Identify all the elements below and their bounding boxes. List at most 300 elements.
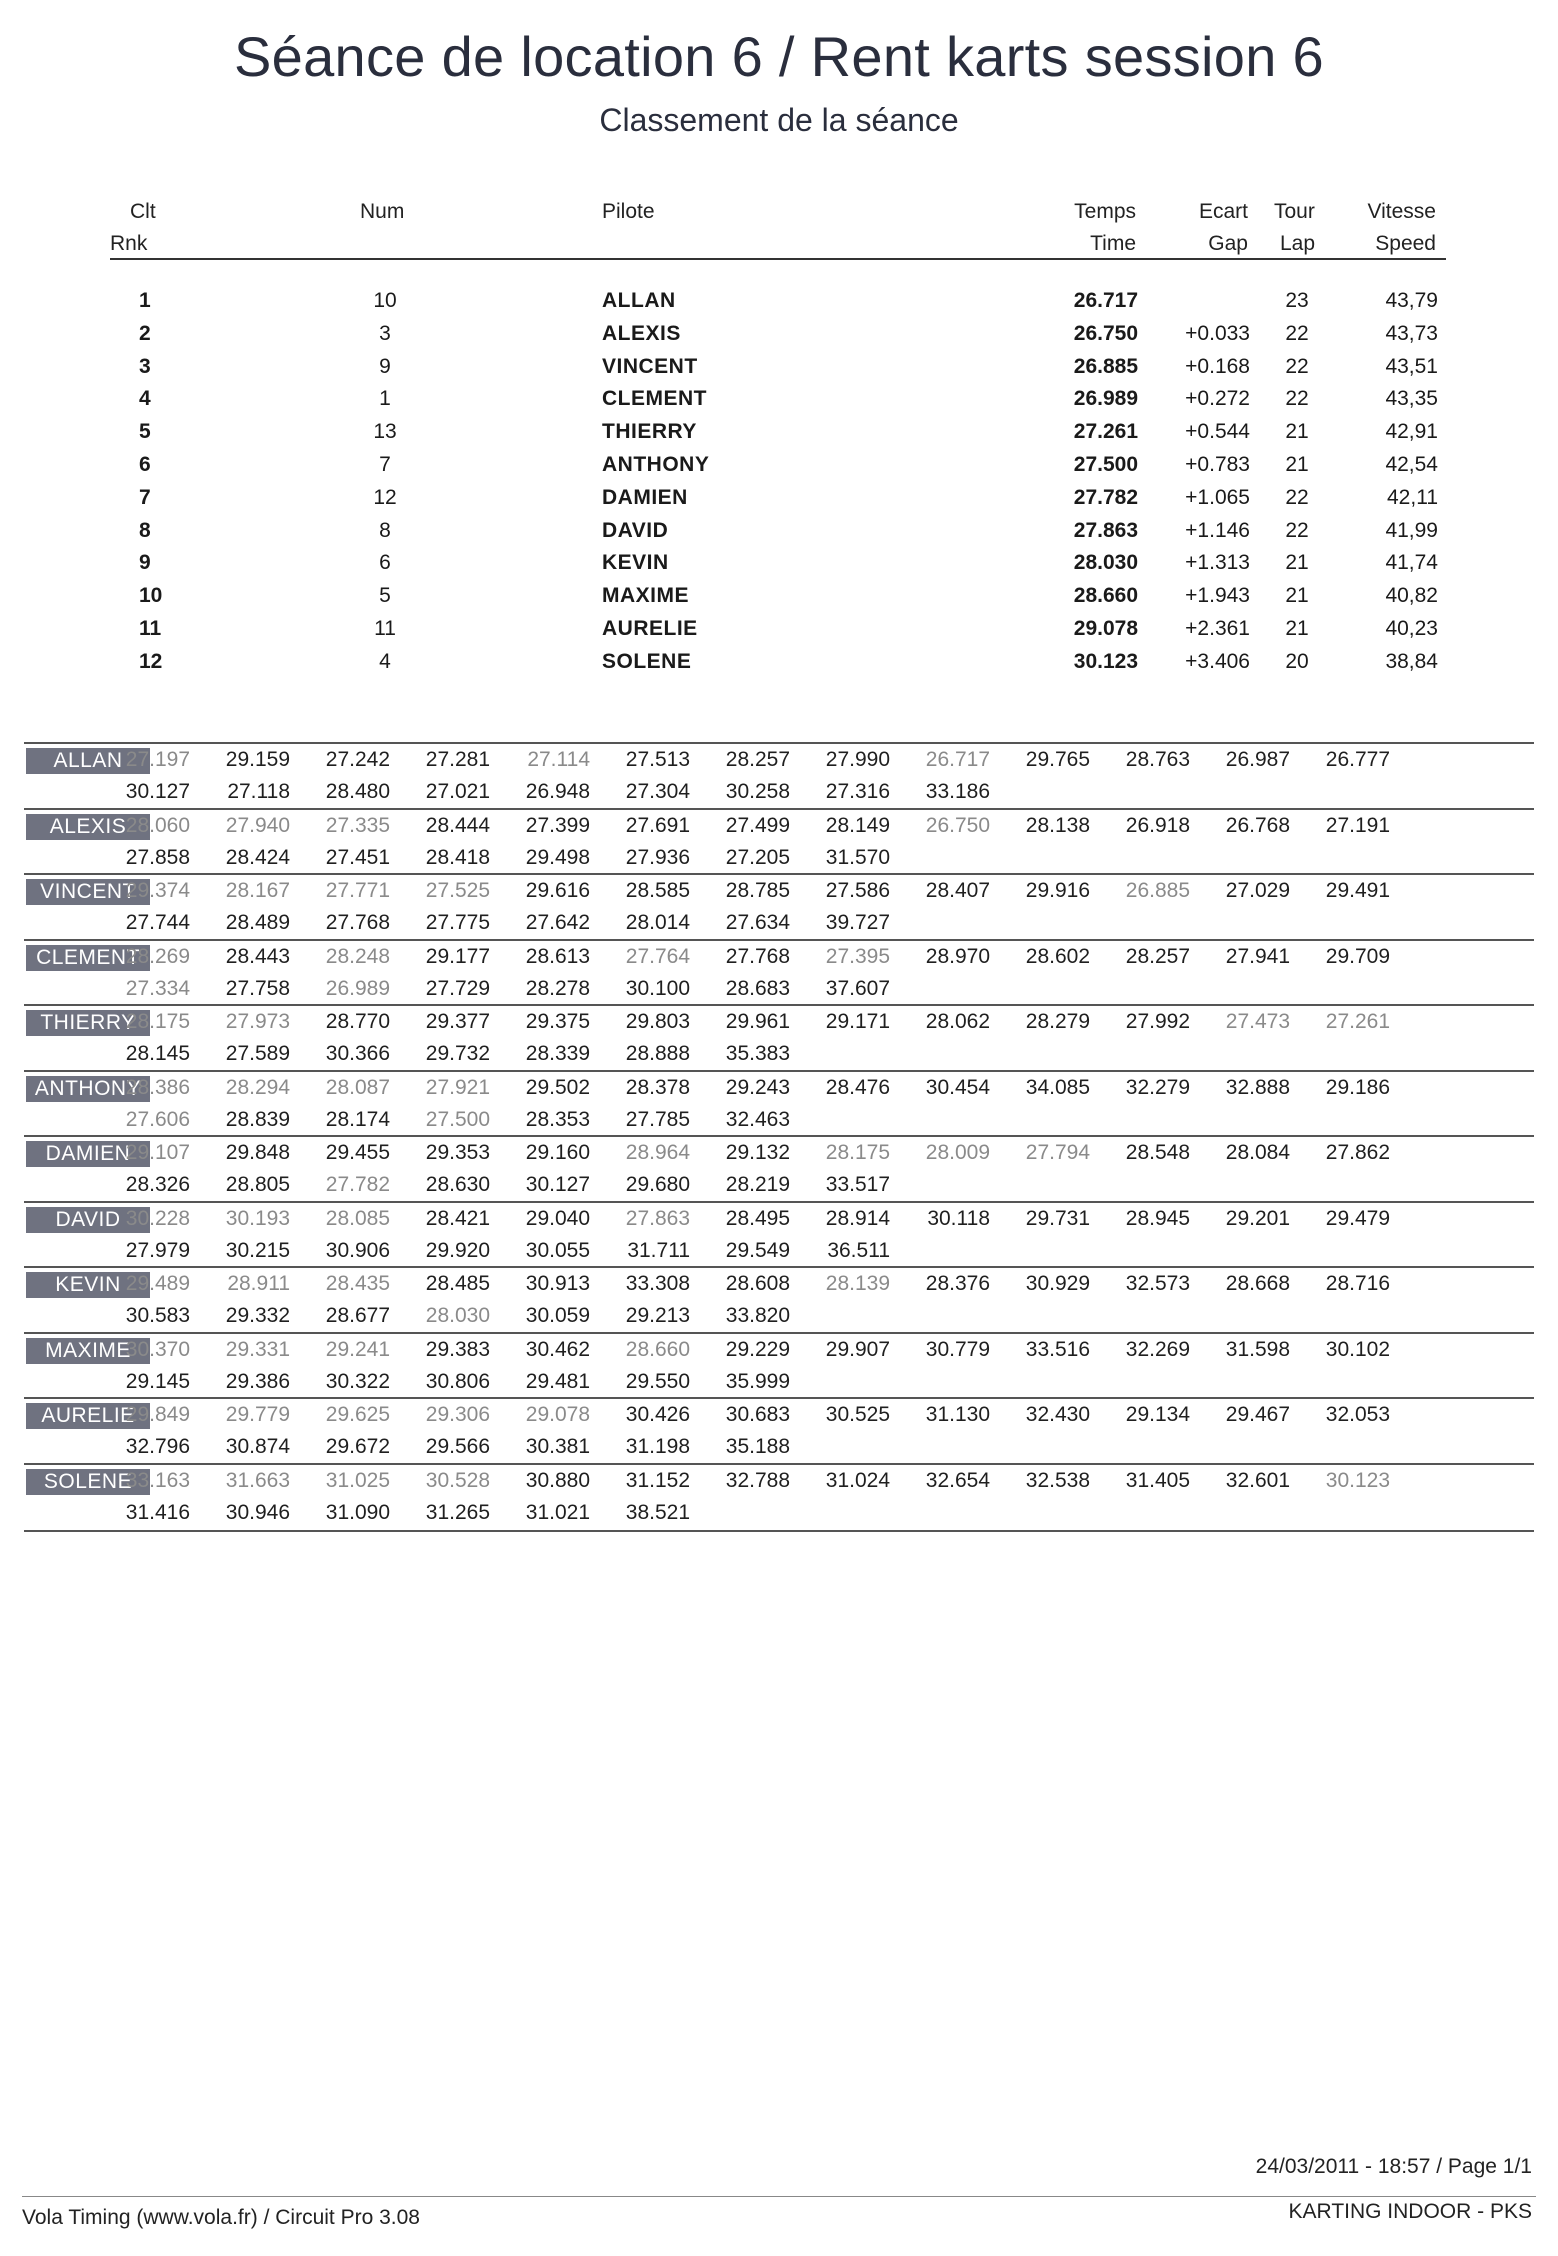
lap-time: 29.241: [325, 1337, 390, 1361]
lap-time: 26.987: [1225, 748, 1290, 771]
lap-time: 30.683: [725, 1403, 790, 1426]
lap-time: 29.229: [725, 1337, 790, 1361]
lap-time: 26.989: [325, 976, 390, 1000]
driver-badge: ALEXIS: [26, 814, 150, 840]
lap-time: 28.407: [925, 879, 990, 902]
lap-time: 30.806: [425, 1369, 490, 1393]
lap-time: 27.021: [425, 780, 490, 803]
lap-time: 28.278: [525, 976, 590, 1000]
ranking-row: [0, 481, 1558, 514]
lap-time: 33.308: [625, 1272, 690, 1295]
lap-time: 29.616: [525, 879, 590, 902]
lap-time: 27.992: [1125, 1010, 1190, 1033]
lap-time: 29.680: [625, 1173, 690, 1196]
lap-time: 28.805: [225, 1173, 290, 1196]
lap-time: 28.421: [425, 1206, 490, 1230]
lap-time: 29.160: [525, 1141, 590, 1164]
lap-time: 29.907: [825, 1337, 890, 1361]
lap-time: 28.630: [425, 1173, 490, 1196]
lap-block: [24, 1332, 1534, 1399]
lap-block: [24, 1004, 1534, 1071]
ranking-rank: 12: [139, 649, 163, 673]
lap-time: 29.177: [425, 944, 490, 968]
lap-time: 27.771: [325, 879, 390, 902]
ranking-lap: 22: [1285, 485, 1309, 509]
ranking-num: 4: [379, 649, 391, 673]
lap-time: 29.491: [1325, 879, 1390, 902]
lap-time: 27.990: [825, 748, 890, 771]
lap-time: 30.880: [525, 1468, 590, 1492]
lap-time: 29.201: [1225, 1206, 1290, 1230]
lap-time: 27.863: [625, 1206, 690, 1230]
col-clt: Clt: [130, 200, 156, 223]
lap-time: 27.691: [625, 813, 690, 837]
lap-time: 30.913: [525, 1272, 590, 1295]
lap-time: 30.462: [525, 1337, 590, 1361]
lap-time: 28.060: [125, 813, 190, 837]
driver-badge: ALLAN: [26, 748, 150, 774]
lap-time: 30.100: [625, 976, 690, 1000]
ranking-header: [110, 196, 1446, 260]
lap-time: 27.785: [625, 1107, 690, 1131]
lap-time: 29.171: [825, 1010, 890, 1033]
ranking-time: 26.885: [1073, 354, 1138, 378]
lap-time: 27.118: [227, 780, 290, 803]
ranking-num: 1: [379, 387, 391, 411]
ranking-speed: 43,79: [1385, 289, 1438, 312]
ranking-name: ANTHONY: [602, 453, 710, 476]
lap-time: 27.979: [125, 1238, 190, 1262]
ranking-num: 6: [379, 551, 391, 575]
col-vitesse: Vitesse: [1367, 200, 1436, 223]
lap-time: 29.709: [1325, 944, 1390, 968]
lap-time: 28.914: [825, 1206, 890, 1230]
lap-time: 29.134: [1125, 1403, 1190, 1426]
lap-time: 28.435: [325, 1272, 390, 1295]
lap-time: 30.906: [325, 1238, 390, 1262]
lap-time: 30.426: [625, 1403, 690, 1426]
footer-software: Vola Timing (www.vola.fr) / Circuit Pro 3.08: [22, 2206, 420, 2229]
lap-time: 27.862: [1325, 1141, 1390, 1164]
ranking-gap: +0.544: [1185, 420, 1250, 444]
lap-time: 29.145: [125, 1369, 190, 1393]
lap-time: 27.768: [325, 911, 390, 934]
lap-time: 27.606: [125, 1107, 190, 1131]
ranking-gap: +0.272: [1185, 387, 1250, 411]
ranking-speed: 42,91: [1385, 420, 1438, 444]
lap-time: 28.608: [725, 1272, 790, 1295]
ranking-num: 10: [373, 289, 397, 312]
lap-time: 28.668: [1225, 1272, 1290, 1295]
ranking-time: 29.078: [1073, 617, 1138, 640]
lap-time: 28.175: [125, 1010, 190, 1033]
lap-time: 26.885: [1125, 879, 1190, 902]
lap-time: 27.451: [325, 845, 390, 869]
lap-time: 27.642: [525, 911, 590, 934]
lap-time: 29.961: [725, 1010, 790, 1033]
lap-time: 27.500: [425, 1107, 490, 1131]
ranking-name: DAVID: [602, 518, 669, 542]
ranking-time: 26.989: [1073, 387, 1138, 411]
lap-time: 27.513: [625, 748, 690, 771]
lap-time: 29.132: [725, 1141, 790, 1164]
lap-time: 28.145: [125, 1042, 190, 1065]
lap-time: 28.489: [225, 911, 290, 934]
lap-block: [24, 939, 1534, 1006]
lap-time: 27.525: [425, 879, 490, 902]
col-temps: Temps: [1074, 200, 1136, 223]
driver-badge: MAXIME: [26, 1338, 150, 1364]
lap-time: 28.279: [1025, 1010, 1090, 1033]
lap-time: 32.654: [925, 1468, 990, 1492]
lap-time: 28.443: [225, 944, 290, 968]
ranking-time: 26.717: [1073, 289, 1138, 312]
lap-time: 27.744: [125, 911, 190, 934]
lap-time: 30.118: [927, 1206, 990, 1230]
lap-time: 28.174: [325, 1107, 390, 1131]
lap-time: 32.538: [1025, 1468, 1090, 1492]
lap-time: 30.454: [925, 1075, 990, 1099]
lap-time: 28.139: [825, 1272, 890, 1295]
lap-time: 29.467: [1225, 1403, 1290, 1426]
ranking-name: MAXIME: [602, 584, 689, 608]
print-date: 24/03/2011 - 18:57 / Page 1/1: [1255, 2155, 1532, 2178]
lap-time: 30.525: [825, 1403, 890, 1426]
lap-time: 28.770: [325, 1010, 390, 1033]
ranking-speed: 41,99: [1385, 518, 1438, 542]
lap-time: 29.455: [325, 1141, 390, 1164]
ranking-row: [0, 350, 1558, 383]
lap-time: 29.916: [1025, 879, 1090, 902]
ranking-time: 28.660: [1073, 584, 1138, 608]
lap-time: 28.062: [925, 1010, 990, 1033]
driver-badge: THIERRY: [26, 1010, 150, 1036]
lap-time: 27.589: [225, 1042, 290, 1065]
ranking-rank: 8: [139, 518, 151, 542]
lap-time: 27.768: [725, 944, 790, 968]
lap-time: 29.186: [1325, 1075, 1390, 1099]
lap-time: 30.193: [225, 1206, 290, 1230]
lap-time: 32.788: [725, 1468, 790, 1492]
lap-time: 29.353: [425, 1141, 490, 1164]
lap-time: 32.573: [1125, 1272, 1190, 1295]
ranking-num: 7: [379, 453, 391, 476]
lap-time: 29.625: [325, 1403, 390, 1426]
lap-block: [24, 1070, 1534, 1137]
lap-time: 29.332: [225, 1304, 290, 1327]
lap-time: 28.294: [225, 1075, 290, 1099]
lap-time: 35.999: [725, 1369, 790, 1393]
page-title: Séance de location 6 / Rent karts session 6: [234, 25, 1324, 88]
ranking-lap: 21: [1285, 551, 1309, 575]
lap-time: 30.127: [125, 780, 190, 803]
lap-time: 28.585: [625, 879, 690, 902]
ranking-time: 27.261: [1073, 420, 1138, 444]
lap-time: 30.059: [525, 1304, 590, 1327]
lap-time: 30.258: [725, 780, 790, 803]
lap-time: 28.248: [325, 944, 390, 968]
col-gap: Gap: [1208, 232, 1248, 255]
lap-time: 29.377: [425, 1010, 490, 1033]
lap-time: 31.130: [925, 1403, 990, 1426]
ranking-name: ALEXIS: [602, 321, 681, 345]
lap-time: 29.306: [425, 1403, 490, 1426]
ranking-rank: 10: [139, 584, 163, 608]
ranking-lap: 22: [1285, 518, 1309, 542]
ranking-speed: 40,23: [1385, 617, 1438, 640]
lap-time: 28.613: [525, 944, 590, 968]
ranking-name: CLEMENT: [602, 387, 707, 411]
lap-time: 28.175: [825, 1141, 890, 1164]
lap-time: 27.399: [525, 813, 590, 837]
ranking-speed: 40,82: [1385, 584, 1438, 608]
ranking-row: [0, 448, 1558, 481]
col-rnk: Rnk: [110, 232, 148, 255]
lap-time: 31.598: [1225, 1337, 1290, 1361]
driver-badge: ANTHONY: [26, 1076, 150, 1102]
lap-time: 28.269: [125, 944, 190, 968]
footer-divider: [22, 2196, 1536, 2197]
ranking-speed: 42,54: [1385, 453, 1438, 476]
lap-time: 29.848: [225, 1141, 290, 1164]
lap-block: [24, 873, 1534, 940]
lap-time: 27.936: [625, 845, 690, 869]
lap-time: 28.009: [925, 1141, 990, 1164]
ranking-num: 12: [373, 485, 397, 509]
lap-time: 29.803: [625, 1010, 690, 1033]
lap-time: 27.197: [125, 748, 190, 771]
lap-time: 27.334: [125, 976, 190, 1000]
lap-time: 28.085: [325, 1206, 390, 1230]
lap-time: 29.383: [425, 1337, 490, 1361]
lap-time: 26.717: [925, 748, 990, 771]
lap-time: 27.242: [325, 748, 390, 771]
lap-time: 33.186: [925, 780, 990, 803]
lap-time: 27.858: [125, 845, 190, 869]
lap-time: 28.785: [725, 879, 790, 902]
ranking-lap: 22: [1285, 354, 1309, 378]
lap-time: 30.929: [1025, 1272, 1090, 1295]
lap-time: 29.920: [425, 1238, 490, 1262]
lap-time: 27.261: [1325, 1010, 1390, 1033]
driver-badge: AURELIE: [26, 1403, 150, 1429]
lap-time: 29.672: [325, 1435, 390, 1458]
ranking-name: THIERRY: [602, 420, 697, 444]
lap-time: 26.768: [1225, 813, 1290, 837]
lap-block: [24, 742, 1534, 809]
ranking-lap: 22: [1285, 387, 1309, 411]
lap-time: 29.159: [225, 748, 290, 771]
lap-time: 32.463: [725, 1107, 790, 1131]
ranking-time: 26.750: [1073, 321, 1138, 345]
ranking-row: [0, 645, 1558, 678]
col-ecart: Ecart: [1198, 200, 1248, 223]
lap-time: 28.964: [625, 1141, 690, 1164]
ranking-num: 8: [379, 518, 391, 542]
lap-time: 28.087: [325, 1075, 390, 1099]
driver-badge: DAVID: [26, 1207, 150, 1233]
lap-time: 37.607: [825, 976, 890, 1000]
lap-time: 28.167: [225, 879, 290, 902]
col-time: Time: [1090, 232, 1136, 255]
ranking-rank: 4: [139, 387, 151, 411]
ranking-num: 9: [379, 354, 391, 378]
ranking-time: 27.500: [1073, 453, 1138, 476]
lap-block: [24, 1201, 1534, 1268]
lap-time: 31.025: [325, 1468, 390, 1492]
ranking-lap: 21: [1285, 453, 1309, 476]
lap-time: 32.053: [1325, 1403, 1390, 1426]
lap-time: 27.940: [225, 813, 290, 837]
lap-time: 28.326: [125, 1173, 190, 1196]
driver-badge: SOLENE: [26, 1469, 150, 1495]
ranking-gap: +2.361: [1185, 617, 1250, 640]
lap-time: 30.102: [1325, 1337, 1390, 1361]
ranking-name: KEVIN: [602, 551, 669, 575]
ranking-gap: +1.146: [1185, 518, 1250, 542]
lap-time: 30.123: [1325, 1468, 1390, 1492]
ranking-lap: 21: [1285, 584, 1309, 608]
lap-time: 28.888: [625, 1042, 690, 1065]
lap-time: 29.489: [125, 1272, 190, 1295]
ranking-lap: 21: [1285, 420, 1309, 444]
lap-time: 33.163: [125, 1468, 190, 1492]
lap-time: 27.473: [1225, 1010, 1290, 1033]
lap-time: 38.521: [625, 1500, 690, 1524]
lap-time: 29.479: [1325, 1206, 1390, 1230]
lap-time: 28.485: [425, 1272, 490, 1295]
ranking-row: [0, 382, 1558, 415]
lap-time: 27.764: [625, 944, 690, 968]
lap-time: 33.820: [725, 1304, 790, 1327]
lap-time: 32.601: [1225, 1468, 1290, 1492]
lap-time: 28.149: [825, 813, 890, 837]
lap-time: 28.257: [725, 748, 790, 771]
lap-time: 32.796: [125, 1435, 190, 1458]
lap-time: 30.366: [325, 1042, 390, 1065]
ranking-row: [0, 514, 1558, 547]
lap-time: 31.570: [825, 845, 890, 869]
lap-time: 30.528: [425, 1468, 490, 1492]
lap-time: 27.395: [825, 944, 890, 968]
lap-time: 29.243: [725, 1075, 790, 1099]
lap-time: 28.353: [525, 1107, 590, 1131]
lap-time: 27.191: [1325, 813, 1390, 837]
lap-time: 28.677: [325, 1304, 390, 1327]
lap-time: 27.304: [625, 780, 690, 803]
lap-time: 29.779: [225, 1403, 290, 1426]
lap-time: 28.476: [825, 1075, 890, 1099]
ranking-name: DAMIEN: [602, 485, 688, 509]
lap-time: 27.205: [725, 845, 790, 869]
lap-time: 27.973: [225, 1010, 290, 1033]
lap-block: [24, 1397, 1534, 1464]
lap-time: 27.794: [1025, 1141, 1090, 1164]
lap-time: 31.198: [625, 1435, 690, 1458]
lap-time: 30.381: [525, 1435, 590, 1458]
col-lap: Lap: [1280, 232, 1316, 255]
lap-time: 29.502: [525, 1075, 590, 1099]
lap-time: 35.383: [725, 1042, 790, 1065]
ranking-speed: 43,51: [1385, 354, 1438, 378]
ranking-num: 5: [379, 584, 391, 608]
ranking-name: SOLENE: [602, 649, 692, 673]
col-pilote: Pilote: [602, 200, 655, 223]
lap-time: 30.228: [125, 1206, 190, 1230]
lap-time: 29.732: [425, 1042, 490, 1065]
lap-time: 27.335: [325, 813, 390, 837]
ranking-speed: 43,73: [1385, 321, 1438, 345]
lap-time: 39.727: [825, 911, 890, 934]
lap-time: 28.480: [325, 780, 390, 803]
lap-time: 26.918: [1125, 813, 1190, 837]
ranking-gap: +3.406: [1185, 649, 1250, 673]
ranking-row: [0, 612, 1558, 645]
lap-time: 29.765: [1025, 748, 1090, 771]
lap-time: 30.946: [225, 1500, 290, 1524]
ranking-rank: 9: [139, 551, 151, 575]
driver-badge: DAMIEN: [26, 1141, 150, 1167]
lap-time: 32.269: [1125, 1337, 1190, 1361]
ranking-rank: 1: [139, 289, 151, 312]
ranking-rank: 5: [139, 420, 151, 444]
ranking-lap: 20: [1285, 649, 1309, 673]
lap-time: 34.085: [1025, 1075, 1090, 1099]
lap-time: 31.663: [225, 1468, 290, 1492]
ranking-speed: 42,11: [1387, 485, 1438, 509]
col-speed: Speed: [1375, 232, 1436, 255]
col-num: Num: [360, 200, 405, 223]
lap-time: 31.405: [1125, 1468, 1190, 1492]
lap-time: 30.127: [525, 1173, 590, 1196]
ranking-time: 30.123: [1073, 649, 1138, 673]
lap-time: 29.550: [625, 1369, 690, 1393]
lap-time: 30.583: [125, 1304, 190, 1327]
lap-time: 30.055: [525, 1238, 590, 1262]
lap-time: 29.078: [525, 1403, 590, 1426]
lap-time: 27.782: [325, 1173, 390, 1196]
lap-time: 29.498: [525, 845, 590, 869]
ranking-row: [0, 546, 1558, 579]
ranking-gap: +1.065: [1185, 485, 1250, 509]
lap-time: 28.378: [625, 1075, 690, 1099]
ranking-name: VINCENT: [602, 354, 698, 378]
lap-time: 29.040: [525, 1206, 590, 1230]
lap-time: 28.339: [525, 1042, 590, 1065]
ranking-row: [0, 579, 1558, 612]
ranking-num: 3: [379, 321, 391, 345]
lap-time: 28.495: [725, 1206, 790, 1230]
lap-time: 30.779: [925, 1337, 990, 1361]
lap-time: 27.921: [425, 1075, 490, 1099]
lap-time: 28.911: [227, 1272, 290, 1295]
lap-time: 28.219: [725, 1173, 790, 1196]
ranking-gap: +0.168: [1185, 354, 1250, 378]
lap-time: 28.970: [925, 944, 990, 968]
ranking-rank: 11: [139, 617, 162, 640]
lap-time: 31.265: [425, 1500, 490, 1524]
ranking-gap: +1.943: [1185, 584, 1250, 608]
ranking-rank: 6: [139, 453, 151, 476]
lap-time: 28.014: [625, 911, 690, 934]
lap-time: 29.849: [125, 1403, 190, 1426]
lap-time: 29.107: [125, 1141, 190, 1164]
lap-time: 30.874: [225, 1435, 290, 1458]
ranking-row: [0, 284, 1558, 317]
lap-time: 28.257: [1125, 944, 1190, 968]
lap-time: 29.566: [425, 1435, 490, 1458]
lap-time: 35.188: [725, 1435, 790, 1458]
